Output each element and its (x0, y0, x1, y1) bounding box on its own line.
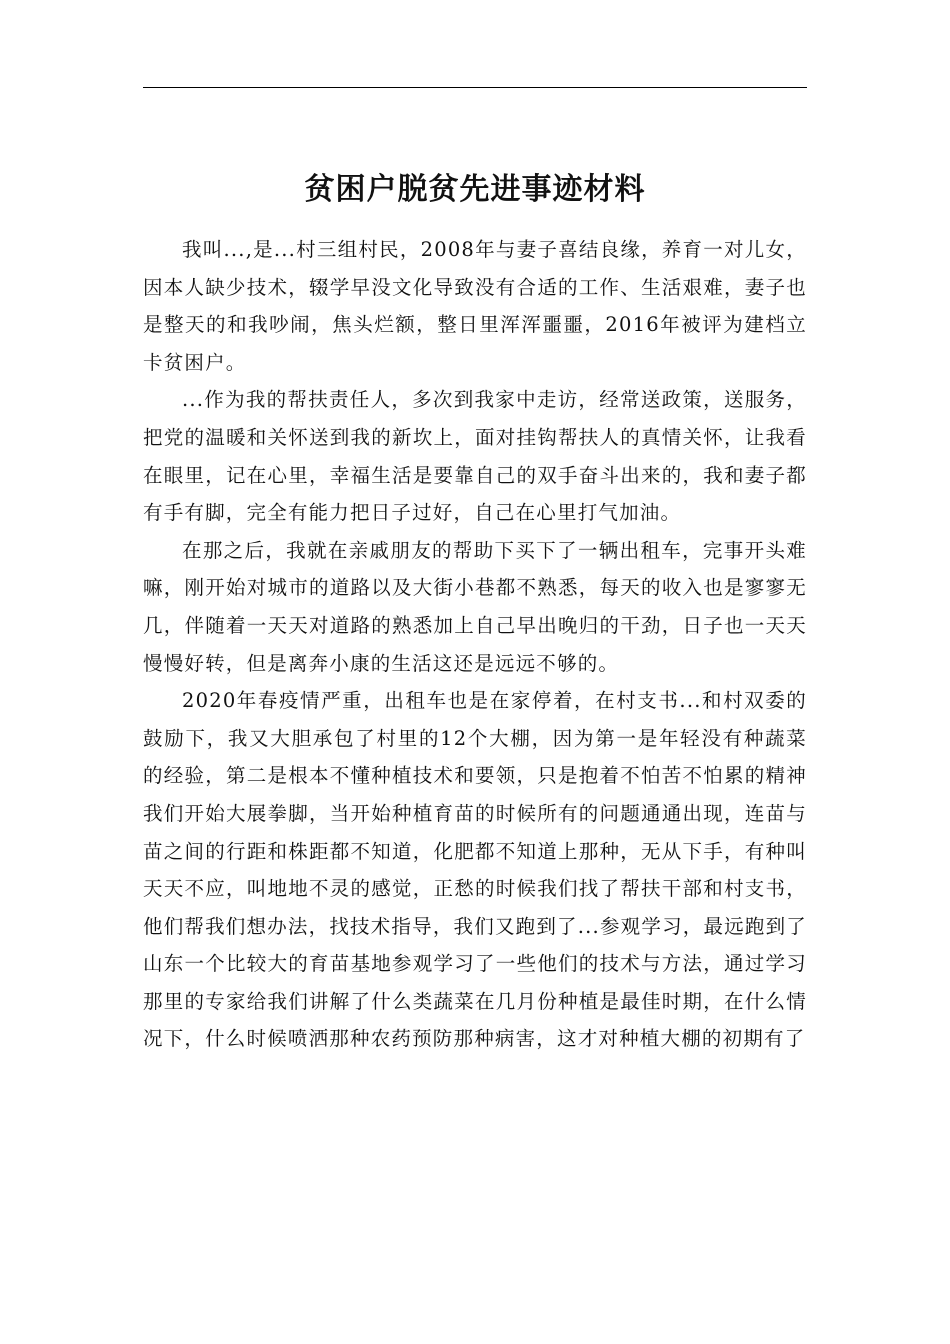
paragraph: 在那之后，我就在亲戚朋友的帮助下买下了一辆出租车，完事开头难嘛，刚开始对城市的道路以及大街小巷都不熟悉，每天的收入也是寥寥无几，伴随着一天天对道路的熟悉加上自己早出晚归的干劲，日子也一天天慢慢好转，但是离奔小康的生活这还是远远不够的。 (143, 538, 807, 675)
document-body (143, 231, 807, 1058)
paragraph: 我叫...,是...村三组村民，2008年与妻子喜结良缘，养育一对儿女，因本人缺少技术，辍学早没文化导致没有合适的工作、生活艰难，妻子也是整天的和我吵闹，焦头烂额，整日里浑浑噩噩，2016年被评为建档立卡贫困户。 (143, 238, 807, 374)
paragraph: 2020年春疫情严重，出租车也是在家停着，在村支书...和村双委的鼓励下，我又大胆承包了村里的12个大棚，因为第一是年轻没有种蔬菜的经验，第二是根本不懂种植技术和要领，只是抱着不怕苦不怕累的精神我们开始大展拳脚，当开始种植育苗的时候所有的问题通通出现，连苗与苗之间的行距和株距都不知道，化肥都不知道上那种，无从下手，有种叫天天不应，叫地地不灵的感觉，正愁的时候我们找了帮扶干部和村支书，他们帮我们想办法，找技术指导，我们又跑到了...参观学习，最远跑到了山东一个比较大的育苗基地参观学习了一些他们的技术与方法，通过学习那里的专家给我们讲解了什么类蔬菜在几月份种植是最佳时期，在什么情况下，什么时候喷洒那种农药预防那种病害，这才对种植大棚的初期有了 (143, 689, 807, 1051)
paragraph: ...作为我的帮扶责任人，多次到我家中走访，经常送政策，送服务，把党的温暖和关怀送到我的新坎上，面对挂钩帮扶人的真情关怀，让我看在眼里，记在心里，幸福生活是要靠自己的双手奋斗出来的，我和妻子都有手有脚，完全有能力把日子过好，自己在心里打气加油。 (143, 388, 807, 525)
header-rule (143, 87, 807, 88)
document-title: 贫困户脱贫先进事迹材料 (304, 172, 646, 207)
